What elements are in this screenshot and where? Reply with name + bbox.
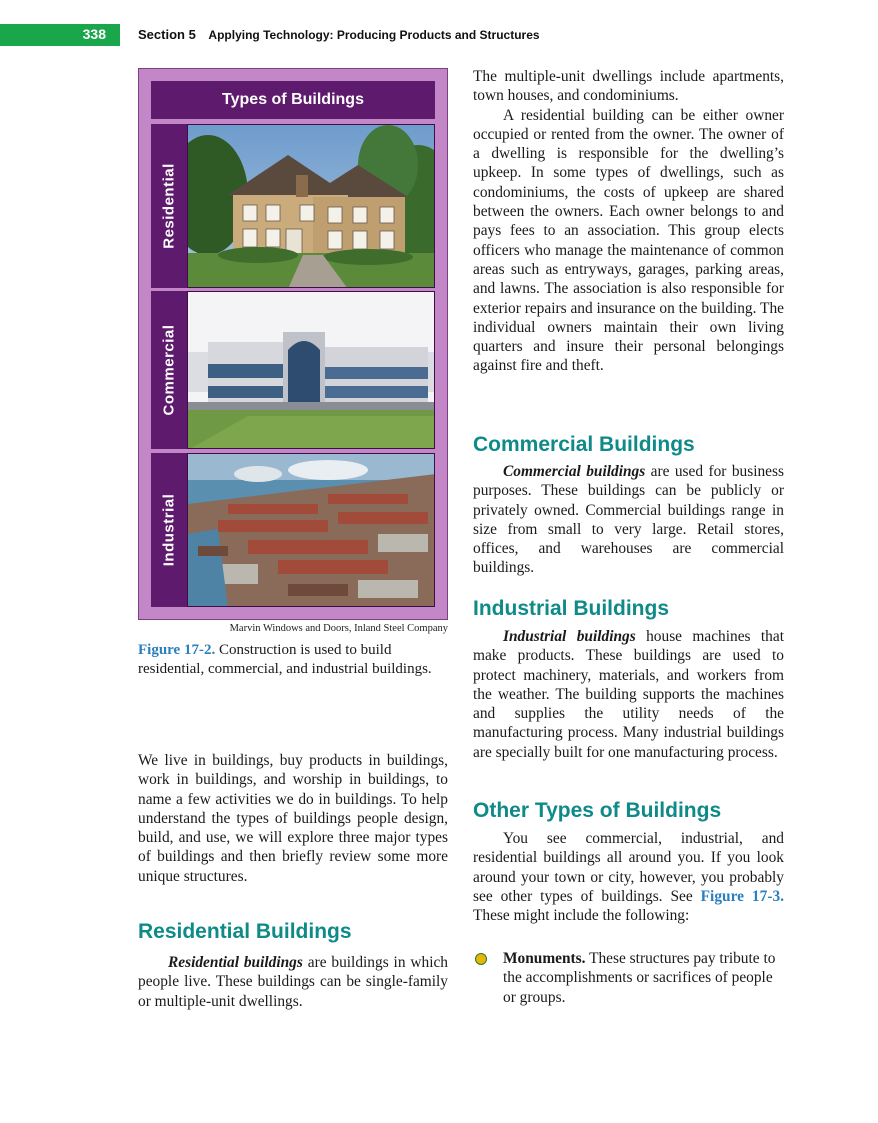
- figure-caption-label: Figure 17-2.: [138, 642, 216, 658]
- other-paragraph-block: [473, 829, 784, 925]
- commercial-paragraph: [473, 462, 784, 578]
- term-residential-buildings: Residential buildings: [168, 954, 303, 971]
- ownership-paragraph: A residential building can be either owner occupied or rented from the owner. The owner of a dwelling is responsible for the dwelling’s upkeep. In some types of dwellings, such as condominiums, the costs of upkeep are shared between the owners. Each owner belongs to and pays fees to an association. This group elects officers who manage the maintenance of common areas such as entryways, garages, parking areas, and lawns. The association is also responsible for exterior repairs and insurance on the building. The individual owners maintain their own living quarters and insure their personal belongings against fire and theft.: [473, 106, 784, 375]
- residential-paragraph-block: [138, 953, 448, 1011]
- industrial-paragraph-block: [473, 627, 784, 762]
- other-paragraph: You see commercial, industrial, and residential buildings all around you. If you look around your town or city, however, you probably see other types of buildings. See Figure 17-3. These might include the following:: [473, 830, 784, 925]
- heading-commercial-buildings: Commercial Buildings: [473, 433, 695, 456]
- multiunit-paragraph: The multiple-unit dwellings include apartments, town houses, and condominiums.: [473, 68, 784, 105]
- page-number-tab: [0, 24, 120, 46]
- section-label: Section 5: [138, 27, 196, 42]
- heading-residential-buildings: Residential Buildings: [138, 920, 352, 943]
- heading-industrial-buildings: Industrial Buildings: [473, 597, 670, 620]
- page-number: 338: [82, 26, 106, 42]
- industrial-paragraph: [473, 627, 784, 762]
- bullet-dot-icon: [475, 953, 487, 965]
- commercial-paragraph-text: are used for business purposes. These buildings can be publicly or privately owned. Commercial buildings range in size from small to very large. Retail stores, offices, and warehouses are commercial buildings.: [473, 463, 784, 577]
- figure-title: Types of Buildings: [151, 81, 435, 119]
- term-industrial-buildings: Industrial buildings: [503, 628, 636, 645]
- residential-paragraph: [138, 953, 448, 1011]
- panel-label-residential: Residential: [151, 124, 187, 288]
- running-header: [138, 27, 540, 42]
- figure-credit: Marvin Windows and Doors, Inland Steel Company: [229, 623, 448, 634]
- figure-types-of-buildings: [138, 68, 448, 620]
- figure-caption: [138, 641, 438, 679]
- heading-other-types-of-buildings: Other Types of Buildings: [473, 799, 722, 822]
- panel-label-commercial: Commercial: [151, 291, 187, 449]
- residential-photo: [187, 124, 435, 288]
- commercial-paragraph-block: [473, 462, 784, 578]
- figure-17-3-link: Figure 17-3.: [700, 887, 784, 905]
- industrial-photo: [187, 453, 435, 607]
- bullet-monuments: [473, 949, 784, 1007]
- intro-paragraph: We live in buildings, buy products in buildings, work in buildings, and worship in buildings, to name a few activities we do in buildings. To help understand the types of buildings people design, build, and use, we will explore three major types of buildings and then briefly review some more unique structures.: [138, 752, 448, 885]
- bullet-term: Monuments.: [503, 950, 586, 967]
- section-subtitle: Applying Technology: Producing Products and Structures: [208, 28, 540, 42]
- figure-caption-text: Construction is used to build residential, commercial, and industrial buildings.: [138, 642, 432, 677]
- intro-paragraph-block: [138, 751, 448, 886]
- commercial-photo: [187, 291, 435, 449]
- panel-label-industrial: Industrial: [151, 453, 187, 607]
- right-column-top: [473, 67, 784, 376]
- industrial-paragraph-text: house machines that make products. These buildings are used to protect machinery, materials, and workers from the weather. The building supports the machines and supplies the utility needs of the manufacturing process. Many industrial buildings are specially built for one manufacturing process.: [473, 628, 784, 761]
- term-commercial-buildings: Commercial buildings: [503, 463, 646, 480]
- residential-paragraph-text: are buildings in which people live. These buildings can be single-family or multiple-unit dwellings.: [138, 954, 449, 1010]
- bullet-monuments-text: Monuments. These structures pay tribute to the accomplishments or sacrifices of people or groups.: [503, 950, 776, 1006]
